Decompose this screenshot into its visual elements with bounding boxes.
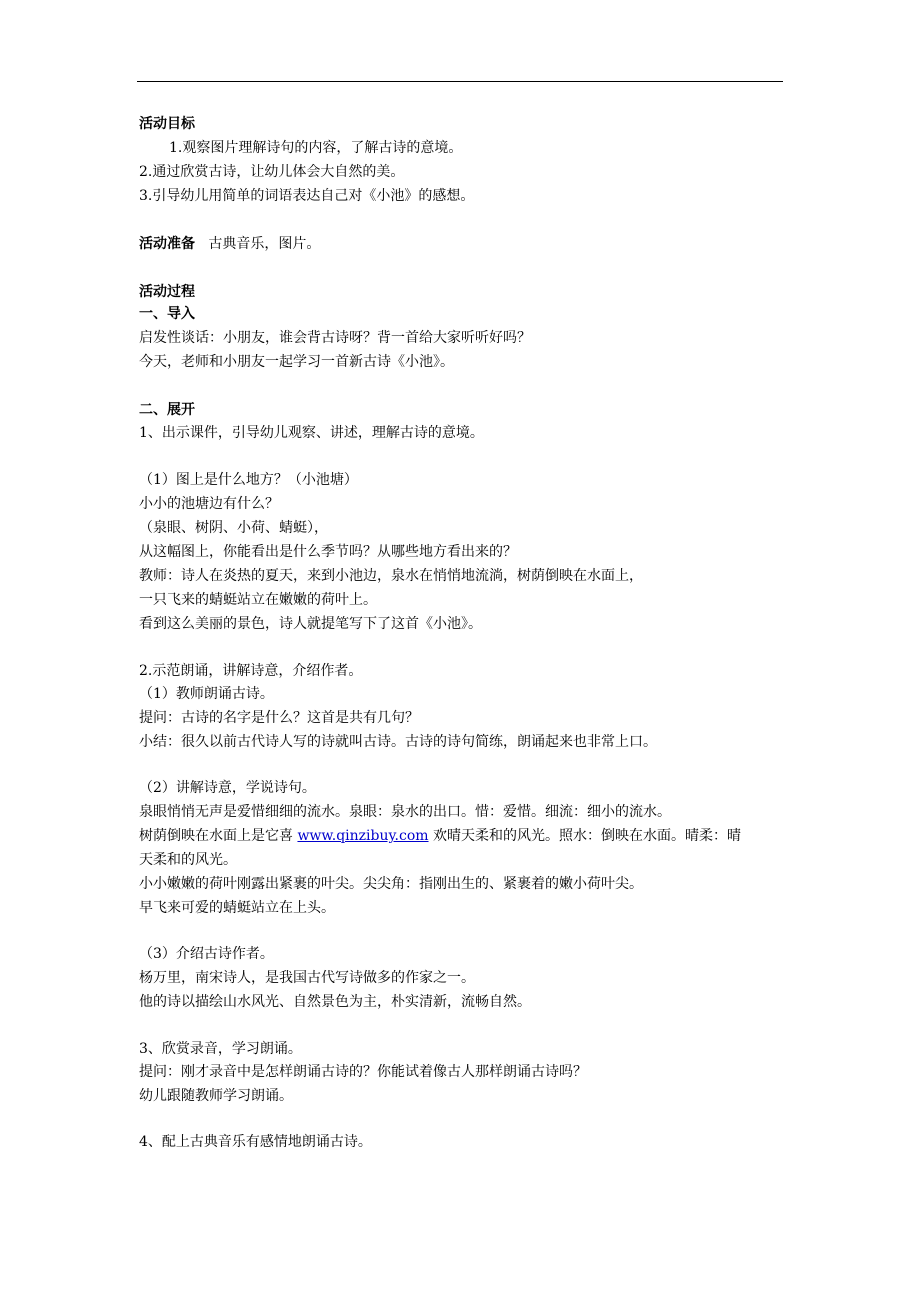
paragraph-line: 小结：很久以前古代诗人写的诗就叫古诗。古诗的诗句简练，朗诵起来也非常上口。 (139, 734, 657, 750)
prep-heading: 活动准备 (139, 236, 195, 252)
paragraph-line (139, 826, 741, 846)
part1-heading: 一、导入 (139, 306, 195, 322)
paragraph-line: 提问：刚才录音中是怎样朗诵古诗的？你能试着像古人那样朗诵古诗吗？ (139, 1064, 587, 1080)
goals-heading: 活动目标 (139, 116, 195, 132)
paragraph-line: 今天，老师和小朋友一起学习一首新古诗《小池》。 (139, 354, 454, 370)
text-span: 欢晴天柔和的风光。照水：倒映在水面。晴柔：晴 (428, 828, 741, 844)
paragraph-line: 他的诗以描绘山水风光、自然景色为主，朴实清新，流畅自然。 (139, 994, 531, 1010)
paragraph-line: 天柔和的风光。 (139, 852, 237, 868)
step2-title: 2.示范朗诵，讲解诗意，介绍作者。 (139, 663, 363, 679)
text-span: 树荫倒映在水面上是它喜 (139, 828, 298, 844)
goal-item: 1.观察图片理解诗句的内容，了解古诗的意境。 (169, 140, 463, 156)
sub2-title: （2）讲解诗意，学说诗句。 (139, 780, 316, 796)
paragraph-line: 教师：诗人在炎热的夏天，来到小池边，泉水在悄悄地流淌，树荫倒映在水面上， (139, 568, 643, 584)
paragraph-line: 小小嫩嫩的荷叶刚露出紧裹的叶尖。尖尖角：指刚出生的、紧裹着的嫩小荷叶尖。 (139, 876, 643, 892)
paragraph-line: （1）图上是什么地方？（小池塘） (139, 472, 358, 488)
paragraph-line: 启发性谈话：小朋友，谁会背古诗呀？背一首给大家听听好吗？ (139, 330, 531, 346)
step1-title: 1、出示课件，引导幼儿观察、讲述，理解古诗的意境。 (139, 425, 484, 441)
part2-heading: 二、展开 (139, 402, 195, 418)
website-link[interactable]: www.qinzibuy.com (297, 828, 429, 844)
paragraph-line: 幼儿跟随教师学习朗诵。 (139, 1088, 293, 1104)
sub1-title: （1）教师朗诵古诗。 (139, 686, 274, 702)
paragraph-line: 提问：古诗的名字是什么？这首是共有几句？ (139, 710, 419, 726)
paragraph-line: 小小的池塘边有什么？ (139, 496, 279, 512)
paragraph-line: 一只飞来的蜻蜓站立在嫩嫩的荷叶上。 (139, 592, 377, 608)
paragraph-line: 看到这么美丽的景色，诗人就提笔写下了这首《小池》。 (139, 616, 482, 632)
paragraph-line: 杨万里，南宋诗人，是我国古代写诗做多的作家之一。 (139, 970, 475, 986)
step3-title: 3、欣赏录音，学习朗诵。 (139, 1041, 302, 1057)
prep-text: 古典音乐，图片。 (208, 236, 321, 252)
prep-line (139, 234, 320, 254)
goal-item: 3.引导幼儿用简单的词语表达自己对《小池》的感想。 (139, 188, 475, 204)
goal-item: 2.通过欣赏古诗，让幼儿体会大自然的美。 (139, 164, 405, 180)
paragraph-line: （泉眼、树阴、小荷、蜻蜓）， (139, 520, 328, 536)
paragraph-line: 早飞来可爱的蜻蜓站立在上头。 (139, 900, 335, 916)
process-heading: 活动过程 (139, 284, 195, 300)
paragraph-line: 从这幅图上，你能看出是什么季节吗？从哪些地方看出来的？ (139, 544, 517, 560)
sub3-title: （3）介绍古诗作者。 (139, 946, 274, 962)
step4-title: 4、配上古典音乐有感情地朗诵古诗。 (139, 1134, 372, 1150)
header-rule (137, 81, 783, 82)
paragraph-line: 泉眼悄悄无声是爱惜细细的流水。泉眼：泉水的出口。惜：爱惜。细流：细小的流水。 (139, 804, 671, 820)
